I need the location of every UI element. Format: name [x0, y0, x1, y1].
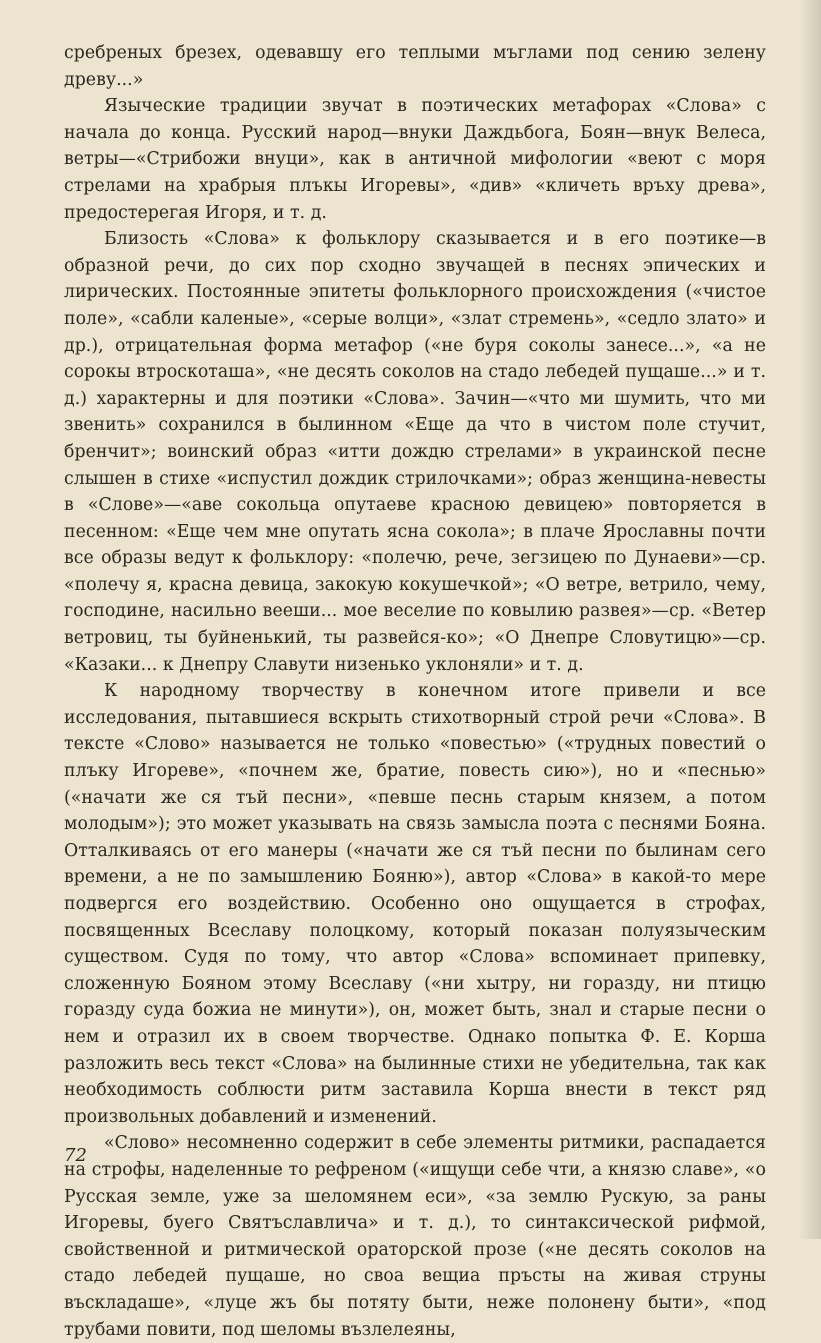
- page-spine-shadow: [799, 0, 821, 1239]
- paragraph-rhythmics: «Слово» несомненно содержит в себе элементы ритмики, распадается на строфы, наделенные то рефреном («ищущи себе чти, а князю славе», «о Русская земле, уже за шеломянем еси», «за землю Рускую, за раны Игоревы, буего Святъславлича» и т. д.), то синтаксической рифмой, свойственной и ритмической ораторской прозе («не десять соколов на стадо лебедей пущаше, но своа вещиа пръсты на живая струны въскладаше», «луце жъ бы потяту быти, неже полонену быти», «под трубами повити, под шеломы възлелеяны,: [64, 1133, 766, 1340]
- paragraph-verse-structure: К народному творчеству в конечном итоге привели и все исследования, пытавшиеся вскрыть стихотворный строй речи «Слова». В тексте «Слово» называется не только «повестью» («трудных повестий о плъку Игореве», «почнем же, братие, повесть сию»), но и «песнью» («начати же ся тъй песни», «певше песнь старым князем, а потом молодым»); это может указывать на связь замысла поэта с песнями Бояна. Отталкиваясь от его манеры («начати же ся тъй песни по былинам сего времени, а не по замышлению Бояню»), автор «Слова» в какой-то мере подвергся его воздействию. Особенно оно ощущается в строфах, посвященных Всеславу полоцкому, который показан полуязыческим существом. Судя по тому, что автор «Слова» вспоминает припевку, сложенную Бояном этому Всеславу («ни хытру, ни горазду, ни птицю горазду суда божиа не минути»), он, может быть, знал и старые песни о нем и отразил их в своем творчестве. Однако попытка Ф. Е. Корша разложить весь текст «Слова» на былинные стихи не убедительна, так как необходимость соблюсти ритм заставила Корша внести в текст ряд произвольных добавлений и изменений.: [64, 681, 766, 1127]
- paragraph-continuation: сребреных брезех, одевавшу его теплыми мъглами под сению зелену древу...»: [64, 43, 766, 90]
- paragraph-pagan-traditions: Языческие традиции звучат в поэтических метафорах «Слова» с начала до конца. Русский народ—внуки Даждьбога, Боян—внук Велеса, ветры—«Стрибожи внуци», как в античной мифологии «веют с моря стрелами на храбрыя плъкы Игоревы», «див» «кличеть връху древа», предостерегая Игоря, и т. д.: [64, 96, 766, 223]
- paragraph-folklore-poetics: Близость «Слова» к фольклору сказывается и в его поэтике—в образной речи, до сих пор сходно звучащей в песнях эпических и лирических. Постоянные эпитеты фольклорного происхождения («чистое поле», «сабли каленые», «серые волци», «злат стремень», «седло злато» и др.), отрицательная форма метафор («не буря соколы занесе...», «а не сорокы втроскоташа», «не десять соколов на стадо лебедей пущаше...» и т. д.) характерны и для поэтики «Слова». Зачин—«что ми шумить, что ми звенить» сохранился в былинном «Еще да что в чистом поле стучит, бренчит»; воинский образ «итти дождю стрелами» в украинской песне слышен в стихе «испустил дождик стрилочками»; образ женщина-невесты в «Слове»—«аве сокольца опутаеве красною девицею» повторяется в песенном: «Еще чем мне опутать ясна сокола»; в плаче Ярославны почти все образы ведут к фольклору: «полечю, рече, зегзицею по Дунаеви»—ср. «полечу я, красна девица, закокую кокушечкой»; «О ветре, ветрило, чему, господине, насильно вееши... мое веселие по ковылию развея»—ср. «Ветер ветровиц, ты буйненький, ты развейся-ко»; «О Днепре Словутицю»—ср. «Казаки... к Днепру Славути низенько уклоняли» и т. д.: [64, 229, 766, 675]
- page-number: 72: [64, 1145, 87, 1166]
